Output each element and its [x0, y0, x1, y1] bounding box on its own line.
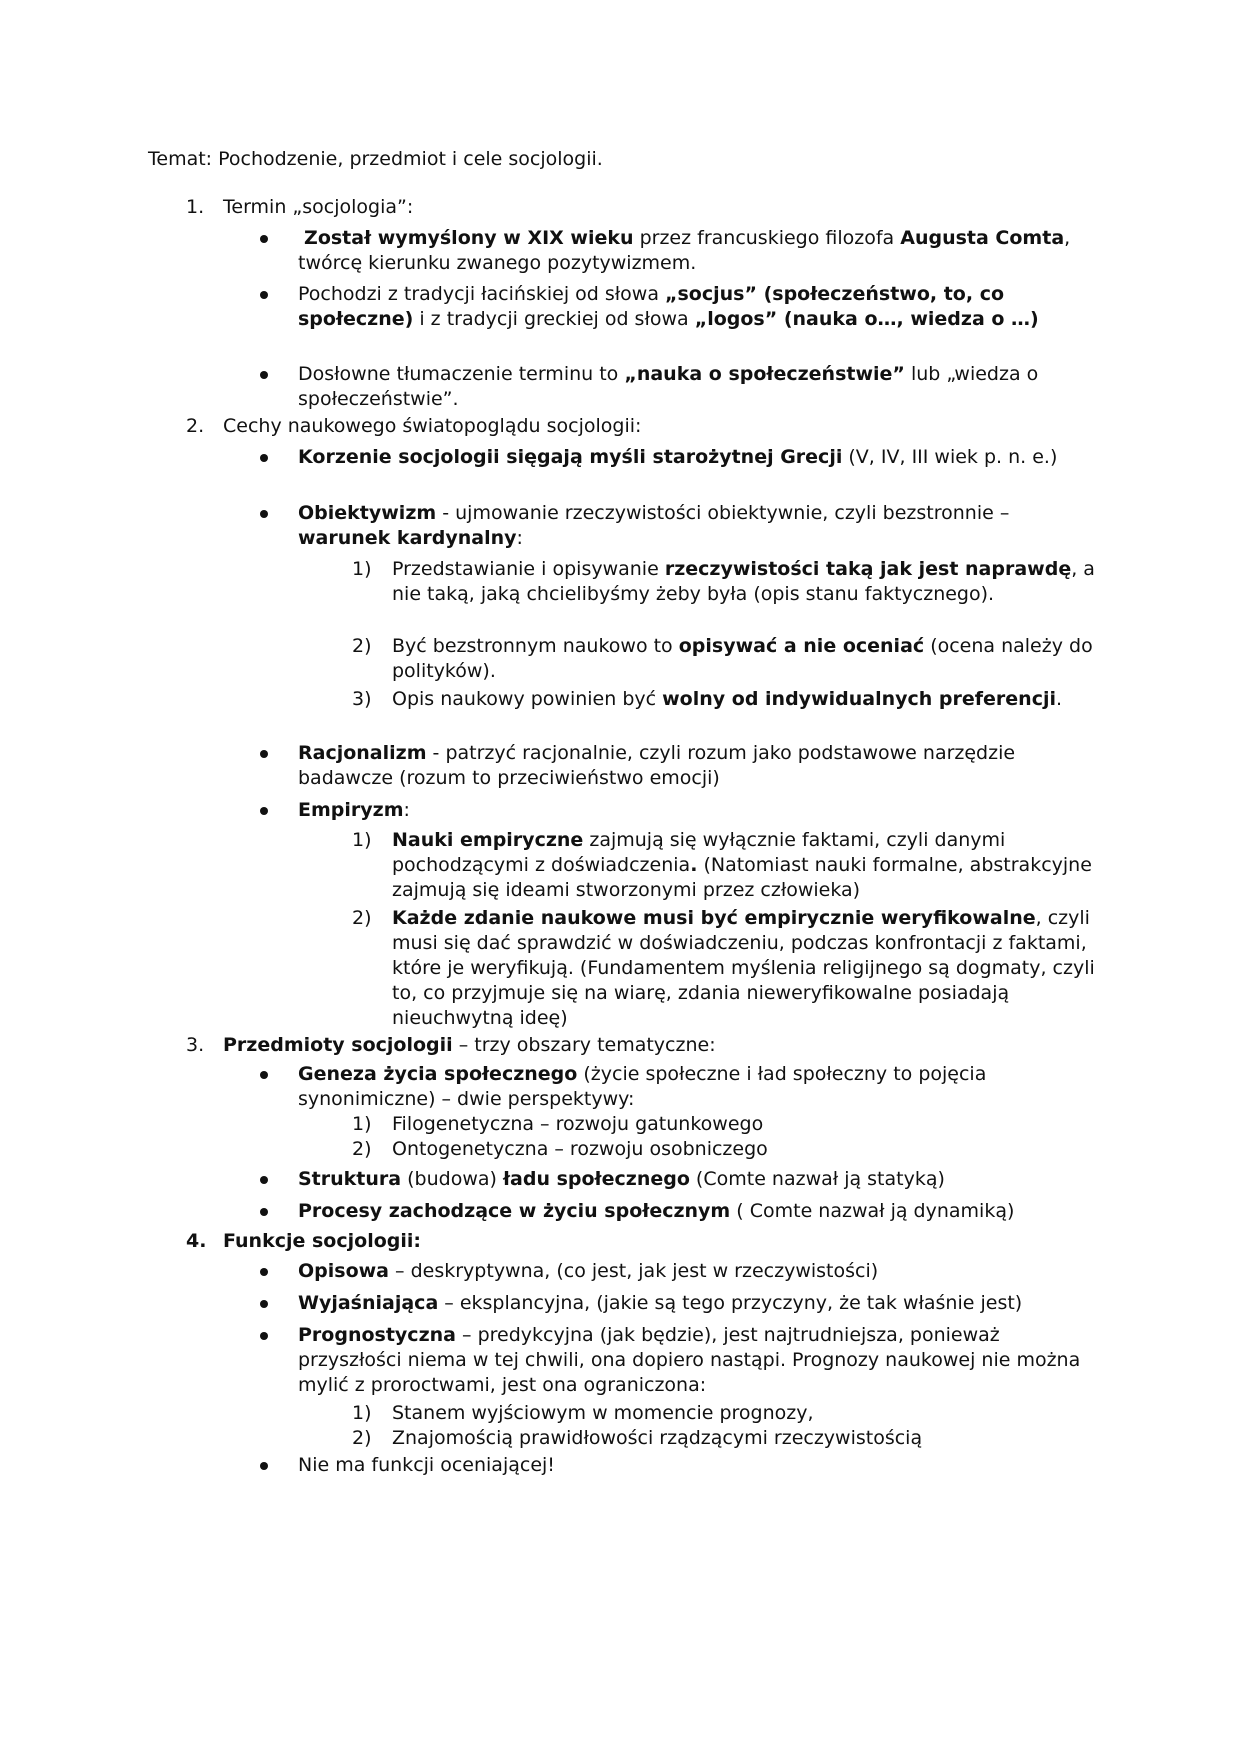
list-item: Dosłowne tłumaczenie terminu to „nauka o społeczeństwie” lub „wiedza o społeczeństwie”.	[298, 362, 1098, 412]
section-number: 1.	[186, 196, 205, 218]
list-item: Nie ma funkcji oceniającej!	[298, 1453, 1098, 1478]
list-item: Struktura (budowa) ładu społecznego (Comte nazwał ją statyką)	[298, 1167, 1098, 1192]
list-item: Empiryzm:	[298, 798, 1098, 823]
bullet-icon	[260, 371, 268, 379]
list-item: Pochodzi z tradycji łacińskiej od słowa „socjus” (społeczeństwo, to, co społeczne) i z tradycji greckiej od słowa „logos” (nauka o…, wiedza o …)	[298, 282, 1098, 332]
section-title: Funkcje socjologii:	[223, 1230, 421, 1252]
list-item: Prognostyczna – predykcyjna (jak będzie), jest najtrudniejsza, ponieważ przyszłości niema w tej chwili, ona dopiero nastąpi. Prognozy naukowej nie można mylić z proroctwami, jest ona ograniczona:	[298, 1323, 1098, 1398]
list-item: Racjonalizm - patrzyć racjonalnie, czyli rozum jako podstawowe narzędzie badawcze (rozum to przeciwieństwo emocji)	[298, 741, 1098, 791]
bullet-icon	[260, 807, 268, 815]
list-item: Obiektywizm - ujmowanie rzeczywistości obiektywnie, czyli bezstronnie – warunek kardynalny:	[298, 501, 1098, 551]
section-title: Cechy naukowego światopoglądu socjologii:	[223, 415, 642, 437]
list-item: Korzenie socjologii sięgają myśli starożytnej Grecji (V, IV, III wiek p. n. e.)	[298, 445, 1098, 470]
sub-list-item: 1) Stanem wyjściowym w momencie prognozy,	[352, 1402, 814, 1424]
section-title: Termin „socjologia”:	[223, 196, 414, 218]
sub-list-item: 2) Każde zdanie naukowe musi być empirycznie weryfikowalne, czyli musi się dać sprawdzić w doświadczeniu, podczas konfrontacji z faktami, które je weryfikują. (Fundamentem myślenia religijnego są dogmaty, czyli to, co przyjmuje się na wiarę, zdania nieweryfikowalne posiadają nieuchwytną ideę)	[352, 907, 1095, 1029]
sub-list-item: 1) Nauki empiryczne zajmują się wyłącznie faktami, czyli danymi pochodzącymi z doświadczenia. (Natomiast nauki formalne, abstrakcyjne zajmują się ideami stworzonymi przez człowieka)	[352, 829, 1092, 901]
list-item: Został wymyślony w XIX wieku przez francuskiego filozofa Augusta Comta, twórcę kierunku zwanego pozytywizmem.	[298, 226, 1098, 276]
list-item: Wyjaśniająca – eksplancyjna, (jakie są tego przyczyny, że tak właśnie jest)	[298, 1291, 1098, 1316]
bullet-icon	[260, 1300, 268, 1308]
bullet-icon	[260, 510, 268, 518]
sub-list-item: 2) Ontogenetyczna – rozwoju osobniczego	[352, 1138, 768, 1160]
bullet-icon	[260, 454, 268, 462]
page-title: Temat: Pochodzenie, przedmiot i cele socjologii.	[148, 148, 603, 170]
section-number: 2.	[186, 415, 205, 437]
bullet-icon	[260, 1208, 268, 1216]
section-title: Przedmioty socjologii – trzy obszary tematyczne:	[223, 1034, 716, 1056]
list-item: Procesy zachodzące w życiu społecznym ( Comte nazwał ją dynamiką)	[298, 1199, 1098, 1224]
section-number: 4.	[186, 1230, 207, 1252]
bullet-icon	[260, 1071, 268, 1079]
list-item: Geneza życia społecznego (życie społeczne i ład społeczny to pojęcia synonimiczne) – dwie perspektywy:	[298, 1062, 1098, 1112]
bullet-icon	[260, 750, 268, 758]
sub-list-item: 3) Opis naukowy powinien być wolny od indywidualnych preferencji.	[352, 688, 1063, 710]
section-number: 3.	[186, 1034, 205, 1056]
list-item: Opisowa – deskryptywna, (co jest, jak jest w rzeczywistości)	[298, 1259, 1098, 1284]
bullet-icon	[260, 1462, 268, 1470]
sub-list-item: 1) Filogenetyczna – rozwoju gatunkowego	[352, 1113, 764, 1135]
bullet-icon	[260, 1332, 268, 1340]
bullet-icon	[260, 1268, 268, 1276]
bullet-icon	[260, 235, 268, 243]
sub-list-item: 1) Przedstawianie i opisywanie rzeczywistości taką jak jest naprawdę, a nie taką, jaką chcielibyśmy żeby była (opis stanu faktycznego).	[352, 558, 1095, 605]
bullet-icon	[260, 291, 268, 299]
sub-list-item: 2) Znajomością prawidłowości rządzącymi rzeczywistością	[352, 1427, 923, 1449]
bullet-icon	[260, 1176, 268, 1184]
sub-list-item: 2) Być bezstronnym naukowo to opisywać a nie oceniać (ocena należy do polityków).	[352, 635, 1093, 682]
